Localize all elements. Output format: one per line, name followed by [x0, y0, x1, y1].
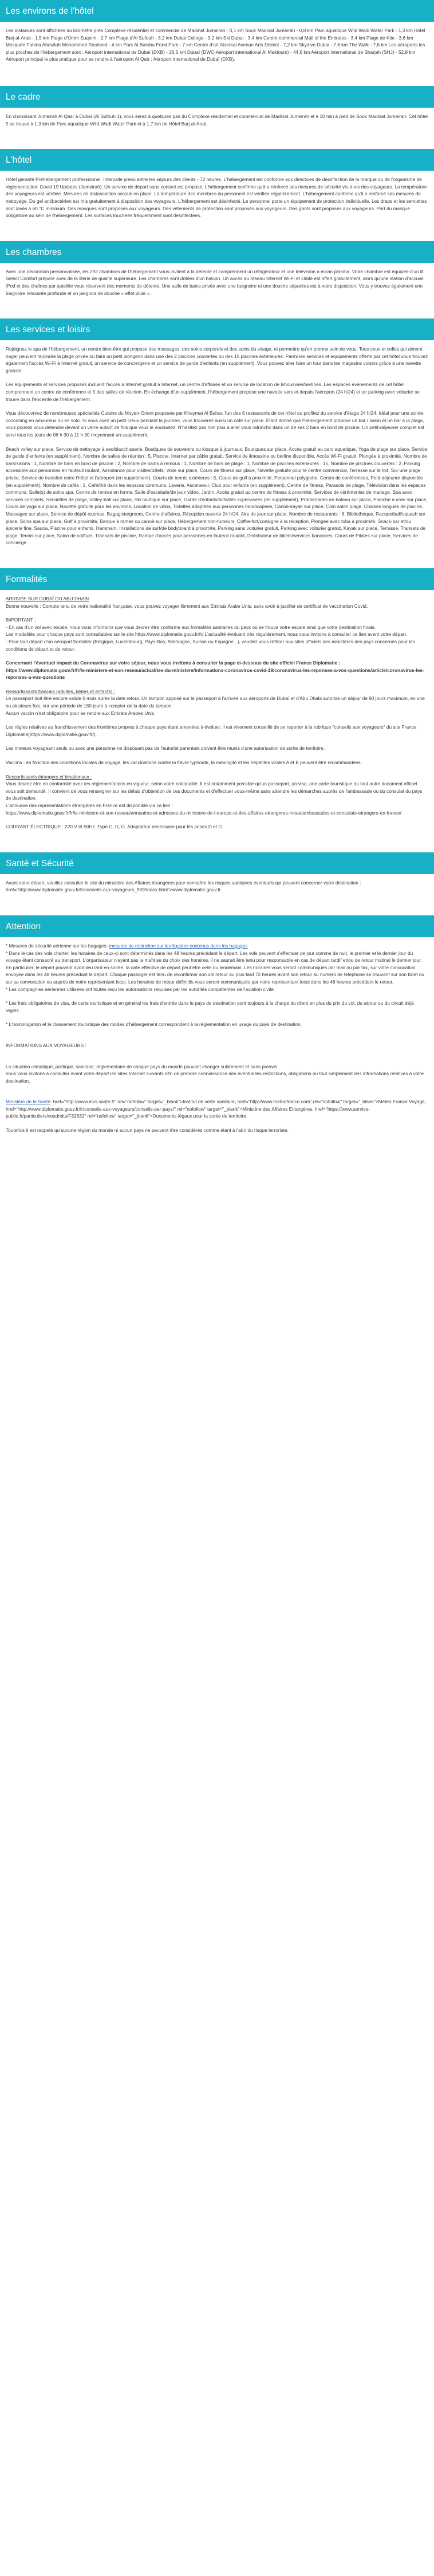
text-line: [6, 1063, 428, 1071]
text-line-content: nous vous invitons à consulter avant votre départ les sites Internet suivants afin de prendre connaissance des éventuelles restrictions, obligations ou tout simplement des informations relatives à votre destination.: [6, 1071, 424, 1084]
text-line-content: - En cas d'un vol avec escale, nous vous informons que vous devrez être conforme aux formalités sanitaires du pays où se trouve votre escale ainsi que votre destination finale.: [6, 624, 376, 630]
text-line: [6, 780, 428, 802]
text-line-content: INFORMATIONS AUX VOYAGEURS :: [6, 1042, 86, 1048]
section-cadre: [0, 86, 434, 127]
attention-body: [0, 937, 434, 1134]
text-line-content: * L'homologation et le classement touristique des modes d'hébergement correspondent à la réglementation en usage du pays de destination.: [6, 1021, 302, 1028]
spacer: [6, 717, 428, 723]
section-title-chambres: Les chambres: [0, 241, 434, 263]
section-title-cadre: Le cadre: [0, 86, 434, 108]
text-line-content: Vous devrez être en conformité avec les réglementations en vigueur, selon votre nationalité. Il est notamment possible qu'un passeport, un visa, une carte touristique ou tout autre document officiel vous soit demandé. Il convient de vous renseigner sur les délais d'obtention de ces documents et d'effectuer vous-même sans attendre les démarches auprès de l'ambassade ou du consulat du pays de destination.: [6, 781, 423, 801]
text-line-content: ARRIVÉE SUR DUBAÏ OU ABU DHABI: [6, 595, 89, 601]
section-formalites: [0, 568, 434, 831]
section-title-sante: Santé et Sécurité: [0, 852, 434, 874]
section-services: [0, 318, 434, 546]
section-title-attention: Attention: [0, 915, 434, 937]
environs-text: Les distances sont affichées au kilomètre près Complexe résidentiel et commercial de Madinat Jumeirah - 0,1 km Souk Madinat Jumeirah - 0,8 km Parc aquatique Wild Wadi Water Park - 1,3 km Hôtel Burj al-Arab - 1,5 km Plage d'Umm Suqeim - 2,7 km Plage d'Al Sufouh - 3,2 km Dubai College - 3,2 km Ski Dubai - 3,4 km Centre commercial Mall of the Emirates - 3,4 km Plage de Kite - 3,6 km Mosquée Fatima Abdullah Mohammed Rasheed - 4 km Parc Al Barsha Pond Park - 7 km Centre d'art Alserkal Avenue Arts District - 7,2 km Skydive Dubai - 7,6 km The Walk - 7,6 km Les aéroports les plus proches de l'hébergement sont : Aéroport international de Dubaï (DXB) - 26,5 km Dubaï (DWC-Aéroport international Al Maktoum) - 44,6 km Aéroport international de Sharjah (SHJ) - 52,8 km Aéroport principal le plus pratique pour se rendre à l'aéroport Al Qaïr : Aéroport International de Dubaï (DXB).: [6, 27, 425, 62]
text-line: [6, 710, 428, 717]
text-line: [6, 631, 428, 638]
spacer: [6, 681, 428, 688]
text-line: [6, 773, 428, 781]
spacer: [6, 609, 428, 616]
spacer: [6, 1091, 428, 1098]
text-line: [6, 950, 428, 986]
section-hotel: [0, 149, 434, 219]
text-line-content: Le passeport doit être encore valide 6 mois après la date retour. Un tampon apposé sur le passeport à l'arrivée aux aéroports de Dubaï et d'Abu Dhabi autorise un séjour de 90 jours maximum, en une ou plusieurs fois, sur une période de 180 jours à compter de la date du tampon.: [6, 695, 425, 709]
text-line: [6, 688, 428, 695]
spacer: [6, 1056, 428, 1063]
text-line-content: L'annuaire des représentations étrangères en France est disponible via ce lien :: [6, 803, 173, 808]
section-title-formalites: Formalités: [0, 568, 434, 590]
text-line-content: https://www.diplomatie.gouv.fr/fr/le-ministere-et-son-reseau/annuaires-et-adresses-du-ministere-de-l-europe-et-des-affaires-etrangeres-meae/ambassades-et-consulats-etrangers-en-france/: [6, 809, 401, 816]
text-line-content: Les règles relatives au franchissement des frontières propres à chaque pays étant amenées à évoluer, il est vivement conseillé de se reporter à la rubrique "conseils aux voyageurs" du site France Diplomatie(https://www.diplomatie.gouv.fr/).: [6, 724, 417, 737]
section-title-hotel: L'hôtel: [0, 149, 434, 171]
cadre-text: En choisissant Jumeirah Al Qasr à Dubaï (Al Sufouh 1), vous serez à quelques pas du Complexe résidentiel et commercial de Madinat Jumeirah et à 10 min à pied de Souk Madinat Jumeirah. Cet hôtel 5 se trouve à 1,3 km de Parc aquatique Wild Wadi Water Park et à 1,7 km de Hôtel Burj al-Arab.: [6, 113, 428, 127]
sante-text: Avant votre départ, veuillez consulter le site du ministère des Affaires étrangères pour connaître les risques sanitaires éventuels qui peuvent concerner votre destination : href="http://www.diplomatie.gouv.fr/fr/conseils-aux-voyageurs_909/index.html">www.diplomatie.gouv.fr: [6, 879, 361, 893]
text-line-content: * Les compagnies aériennes utilisées ont toutes reçu les autorisations requises par les autorités compétentes de l'aviation civile.: [6, 986, 275, 992]
text-line: [6, 1021, 428, 1028]
text-line-content: COURANT ÉLECTRIQUE : 220 V et 50Hz. Type C, D, G. Adaptateur nécessaire pour les prises D et G.: [6, 824, 224, 830]
spacer: [6, 766, 428, 773]
services-paragraph: Les équipements et services proposés incluent l'accès à Internet gratuit à Internet, un centre d'affaires et un service de location de limousines/berlines. Les espaces événements de cet hôtel comprennent un centre de conférence et 5 des salles de réunion. En échange d'un supplément, l'hébergement propose une navette vers et depuis l'aéroport (24 h/24) et un parking avec voiturier se trouve dans l'enceinte de l'hébergement.: [6, 382, 420, 402]
text-line-content: Ressortissants étrangers et binationaux :: [6, 773, 92, 780]
text-line-content: Aucun vaccin n'est obligatoire pour se rendre aux Emirats Arabes Unis.: [6, 710, 156, 716]
text-line: [6, 986, 428, 993]
spacer: [6, 816, 428, 823]
spacer: [6, 1028, 428, 1035]
section-sante: [0, 852, 434, 894]
text-line-content: Toutefois il est rappelé qu'aucune région du monde ni aucun pays ne peuvent être considérés comme étant à l'abri du risque terroriste.: [6, 1127, 289, 1134]
text-line: [6, 723, 428, 738]
text-line-content: Concernant l'éventuel impact du Coronavirus sur votre séjour, nous vous invitons à consulter la page ci-dessous du site officiel France Diplomatie :: [6, 660, 341, 666]
spacer: [6, 1014, 428, 1021]
text-line-content: https://www.diplomatie.gouv.fr/fr/le-ministere-et-son-reseau/actualites-du-ministere/informations-coronavirus-covid-19/coronavirus-les-reponses-a-vos-questions/article/coronavirus-les-reponses-a-vos-questions: [6, 667, 424, 681]
section-title-services: Les services et loisirs: [0, 318, 434, 340]
text-line-content: * Dans le cas des vols charter, les horaires de ceux-ci sont déterminés dans les 48 heures précédant le départ. Les vols peuvent s'effectuer de jour comme de nuit, le premier et le dernier jour du voyage étant consacré au transport. L'organisateur n'ayant pas la maîtrise du choix des horaires, il ne saurait être tenu pour responsable en cas de départ tardif et/ou de retour matinal le dernier jour. En particulier, le départ pouvant avoir lieu tard en soirée, la date effective de départ peut être celle du lendemain. Les horaires vous seront communiqués par mail ou par fax, sur votre convocation envoyée dans les 48 heures précédant le départ. Chaque passager est tenu de reconfirmer son vol retour au plus tard 72 heures avant son retour au numéro de téléphone se trouvant sur son billet ou sur sa convocation ou auprès de notre représentant local. Les horaires de retour définitifs vous seront communiqués par notre représentant local dans les 48 heures précédant le retour.: [6, 950, 425, 985]
spacer: [6, 1120, 428, 1127]
page: [0, 0, 434, 1146]
text-line-content: * Mesures de sécurité aérienne sur les bagages:: [6, 942, 109, 949]
sante-link[interactable]: Ministère de la Santé: [6, 1099, 50, 1105]
section-chambres: [0, 241, 434, 297]
text-line: [6, 1042, 428, 1049]
services-paragraph: Beach volley sur place, Service de nettoyage à sec/blanchisserie, Boutiques de souvenirs ou kiosque à journaux, Boutiques sur place, Accès gratuit au parc aquatique, Yoga de plage sur place, Service de garde d'enfants (en supplément), Nombre de salles de réunion : 5, Piscine, Internet par câble gratuit, Service de limousine ou berline disponible, Accès Wi-Fi gratuit, Plongée à proximité, Nombre de bars/salons : 1, Nombre de bars en bord de piscine : 2, Nombre de bains à remous : 1, Nombre de bars de plage : 1, Nombre de piscines extérieures : 15, Nombre de piscines couvertes : 2, Parking accessible aux personnes en fauteuil roulant, Assistance pour visites/billets, Voile sur place, Cours de fitness sur place, Navette gratuite pour le centre commercial, Terrasse sur le toit, Sur une plage privée, Service de transfert entre l'hôtel et l'aéroport (en supplément), Courts de tennis extérieurs : 5, Cours de golf à proximité, Personnel polyglotte, Centre de conférences, Petit-déjeuner disponible (en supplément), Nombre de cafés : 1, Café/thé dans les espaces communs, Laverie, Ascenseur, Club pour enfants (en supplément), Centre de fitness, Parasols de plage, Télévision dans les espaces communs, Salle(s) de soins spa, Centre de remise en forme, Salle d'escalade/de jeux vidéo, Jardin, Accès gratuit au centre de fitness à proximité, Services de cérémonies de mariage, Spa avec services complets, Serviettes de plage, Volley-ball sur place, Ski nautique sur place, Garde d'enfants/activités supervisées (en supplément), Promenades en bateau sur place, Planche à voile sur place, Cours de yoga sur place, Navette gratuite pour les environs, Location de vélos, Toilettes adaptées aux personnes handicapées, Canoë-kayak sur place, Coin salon plage, Chaises longues de piscine, Massages sur place, Service de dépôt express, Bagagiste/groom, Centre d'affaires, Réception ouverte 24 h/24, Aire de jeux sur place, Nombre de restaurants : 6, Bibliothèque, Racquetball/squash sur place, Soins spa sur place, Golf à proximité, Barque à rames ou canoë sur place, Hébergement non-fumeurs, Coffre-fort/consigne à la réception, Plongée avec tuba à proximité, Snack-bar et/ou épicerie fine, Sauna, Piscine pour enfants, Hammam, Installations de surf/de bodyboard à proximité, Parking sans voiturier gratuit, Parking avec voiturier gratuit, Kayak sur place, Terrasse, Transats de plage, Tennis sur place, Salon de coiffure, Transats de piscine, Rampe d'accès pour personnes en fauteuil roulant, Distributeur de billets/services bancaires, Cours de Pilates sur place, Services de concierge: [6, 446, 428, 546]
text-line: [6, 1000, 428, 1014]
section-environs: [0, 0, 434, 63]
section-attention: [0, 915, 434, 1134]
text-line: [6, 942, 428, 950]
text-line: [6, 595, 428, 603]
spacer: [6, 1084, 428, 1091]
formalites-body: [0, 590, 434, 831]
text-line-content: IMPORTANT :: [6, 617, 36, 623]
text-line-content: Bonne nouvelle : Compte tenu de votre nationalité française, vous pouvez voyager librement aux Emirats Arabe Unis, sans avoir à justifier de certificat de vaccination Covid.: [6, 603, 368, 609]
text-line: [6, 695, 428, 709]
text-line-content: * Les frais obligatoires de visa, de carte touristique et en général les frais d'entrée dans le pays de destination sont toujours à la charge du client en plus du prix du vol, du séjour ou du circuit déjà réglés.: [6, 1000, 414, 1013]
text-line: [6, 616, 428, 624]
text-line-content: Les mineurs voyageant seuls ou avec une personne ne disposant pas de l'autorité parentale doivent être munis d'une autorisation de sortie de territoire.: [6, 745, 325, 752]
text-line: [6, 759, 428, 766]
text-line: [6, 638, 428, 652]
text-line-content: Vaccins : en fonction des conditions locales de voyage, les vaccinations contre la fièvre typhoïde, la méningite et les hépatites virales A et B peuvent être recommandées.: [6, 760, 362, 766]
text-line: [6, 667, 428, 681]
spacer: [6, 993, 428, 1000]
section-title-environs: Les environs de l'hôtel: [0, 0, 434, 22]
text-line: [6, 823, 428, 831]
text-line-content: La situation climatique, politique, sanitaire, réglementaire de chaque pays du monde pouvant changer subitement et sans préavis: [6, 1063, 278, 1069]
text-line: [6, 1070, 428, 1084]
text-line-content: - Pour tout départ d'un aéroport frontalier (Belgique, Luxembourg, Pays-Bas, Allemagne, Suisse ou Espagne...), veuillez vous référer aux sites officiels des ministères des pays concernés pour les conditions de départ et de retour.: [6, 638, 415, 652]
services-paragraph: Rejoignez le spa de l'hébergement, un centre bien-être qui propose des massages, des soins corporels et des soins du visage, et permettre qu'en prenne soin de vous. Tous ceux et celles qui aiment nager peuvent rejoindre la plage privée ou faire un petit plongeon dans une des 2 piscines couvertes ou des 15 piscines extérieures. Parmi les services et équipements offerts par cet hôtel vous trouvez également l'accès Wi-Fi à Internet gratuit, un service de conciergerie et un service de garde d'enfants (en supplément). Vous pouvez aller faire un tour dans les magasins voisins grâce à une navette gratuite.: [6, 346, 428, 373]
restriction-liquides-link[interactable]: mesures de restriction sur les liquides contenus dans les bagages: [109, 942, 248, 949]
text-line-content: Ressortissants français (adultes, bébés et enfants) :: [6, 688, 115, 694]
text-line: [6, 1098, 428, 1120]
text-line: [6, 745, 428, 752]
spacer: [6, 1035, 428, 1042]
spacer: [6, 1049, 428, 1056]
spacer: [6, 738, 428, 745]
spacer: [6, 652, 428, 659]
text-line: [6, 603, 428, 610]
text-line: [6, 802, 428, 809]
spacer: [6, 752, 428, 759]
text-line: [6, 624, 428, 631]
text-line: [6, 809, 428, 817]
services-paragraph: Vous découvrirez de nombreuses spécialités Cuisine du Moyen-Orient proposée par Khaymat Al Bahar, l'un des 6 restaurants de cet hôtel ou profitez du service d'étage 24 h/24. Idéal pour une soirée cocooning en amoureux ou en solo. Si vous avez un petit creux pendant la journée, vous trouverez aussi un café sur place. Étant donné que l'hébergement propose un bar / salon et un bar à la plage, vous pouvez vous détendre devant un verre autant de fois que vous le souhaitez. N'hésitez pas non plus à aller vous rafraîchir dans un de ses 2 bars en bord de piscine. Un petit-déjeuner complet est servi tous les jours de 06 h 30 à 11 h 30 moyennant un supplément.: [6, 410, 424, 438]
text-line-content: Les modalités pour chaque pays sont consultables sur le site https://www.diplomatie.gouv.fr/fr/ L'actualité évoluant très régulièrement, nous vous invitons à consulter ce lien avant votre départ.: [6, 631, 408, 638]
text-line: [6, 659, 428, 667]
text-line: [6, 1127, 428, 1134]
chambres-text: Avec une décoration personnalisée, les 292 chambres de l'hébergement vous invitent à la détente et comprennent un réfrigérateur et une télévision à écran plasma. Votre chambre est équipée d'un lit Select Comfort préparé avec de la literie de qualité supérieure. Les chambres sont dotées d'un balcon. Un accès au réseau Internet Wi-Fi et câblé est offert gratuitement, alors qu'une station d'accueil iPod et des chaînes par satellite vous réservent des moments de détente. Une salle de bains privée avec une baignoire et une douche séparées est à votre disposition. Vous y trouvez également une baignoire relaxante profonde et un peignoir de douche « effet plule ».: [6, 268, 424, 296]
hotel-text: Hôtel géranté Préhébergement professionnel. Intervalle prévu entre les séjours des clients - 72 heures. L'hébergement est conforme aux directives de désinfection de la marque ou de l'organisme de réglementation: Covid 19 Updates (Jumeirah). Un service de départ sans contact est proposé. L'hébergement confirme qu'il a renforcé ses mesures de sécurité vis-à-vis des voyageurs. La température des voyageurs est vérifiée. Mesures de distanciation sociale en place. La température des membres du personnel est vérifiée régulièrement. L'hébergement confirme qu'il a renforcé ses mesures de nettoyage. Du gel antibactérien est mis gratuitement à disposition des voyageurs. L'hébergement est désinfecté. Le personnel porte un équipement de protection individuelle. Les draps et les serviettes sont lavés à 60 °C minimum. Des masques sont proposés aux voyageurs. Des vêtements de protection sont proposés aux voyageurs. Des gants sont proposés aux voyageurs. Port du masque obligatoire au sein de l'hébergement. Les surfaces touchées fréquemment sont désinfectées.: [6, 176, 427, 219]
text-line-rest: : href="http://www.invs.sante.fr" rel="nofollow" target="_blank">Institut de veille sanitaire, href="http://www.meteofrance.com" rel="nofollow" target="_blank">Météo France Voyage, href="http://www.diplomatie.gouv.fr/fr/conseils-aux-voyageurs/conseils-par-pays/" rel="nofollow" target="_blank">Ministère des Affaires Etrangères, href="https://www.service-public.fr/particuliers/vosdroits/F32832" rel="nofollow" target="_blank">Documents légaux pour la sortie du territoire.: [6, 1099, 427, 1119]
